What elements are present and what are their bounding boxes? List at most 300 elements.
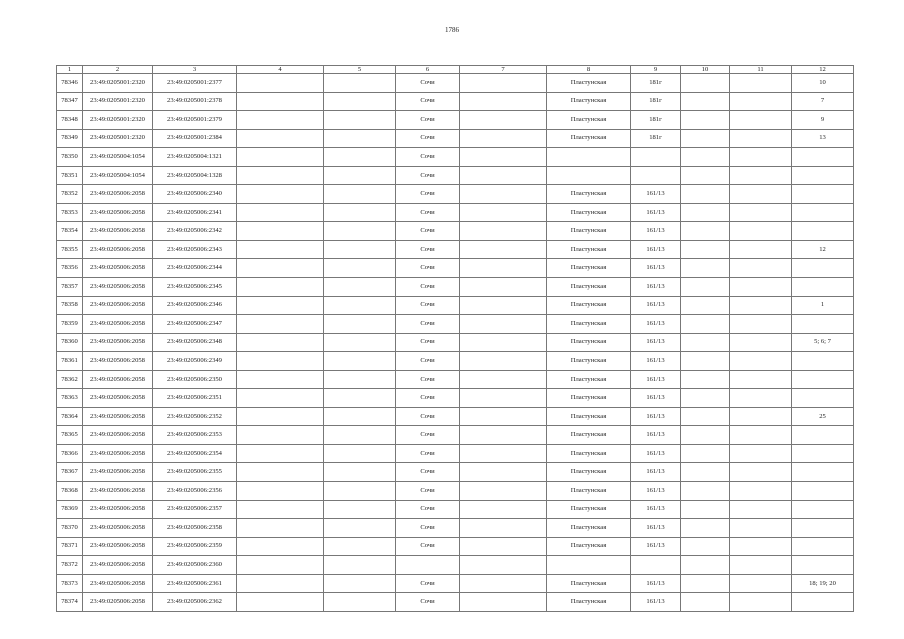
table-cell [792, 426, 854, 445]
column-header: 4 [237, 66, 324, 74]
table-row [57, 370, 854, 389]
table-cell [681, 556, 730, 575]
table-cell [730, 129, 792, 148]
table-cell [681, 74, 730, 93]
table-cell [681, 148, 730, 167]
table-cell [631, 148, 681, 167]
table-cell: 78346 [57, 74, 83, 93]
table-cell [460, 444, 547, 463]
table-cell [237, 389, 324, 408]
table-cell: 78370 [57, 519, 83, 538]
table-cell: Пластунская [547, 129, 631, 148]
table-cell [237, 500, 324, 519]
table-cell: Пластунская [547, 593, 631, 612]
table-row [57, 74, 854, 93]
table-cell [237, 370, 324, 389]
table-cell [730, 407, 792, 426]
table-cell [730, 389, 792, 408]
table-cell [324, 593, 396, 612]
table-cell [324, 519, 396, 538]
table-cell: 161/13 [631, 519, 681, 538]
table-cell: 161/13 [631, 333, 681, 352]
table-cell [730, 444, 792, 463]
table-cell: 23:49:0205006:2058 [83, 444, 153, 463]
table-row [57, 185, 854, 204]
table-cell: 23:49:0205006:2058 [83, 185, 153, 204]
table-cell [324, 500, 396, 519]
table-cell: 78368 [57, 482, 83, 501]
table-row [57, 111, 854, 130]
table-cell: 23:49:0205006:2361 [153, 574, 237, 593]
table-cell: 23:49:0205006:2354 [153, 444, 237, 463]
table-cell [792, 519, 854, 538]
table-cell [681, 593, 730, 612]
table-cell [730, 574, 792, 593]
table-cell [792, 370, 854, 389]
table-cell [681, 185, 730, 204]
table-cell [681, 482, 730, 501]
table-cell: 78357 [57, 278, 83, 297]
table-cell: Сочи [396, 426, 460, 445]
table-cell [792, 166, 854, 185]
table-cell [730, 500, 792, 519]
table-cell: Сочи [396, 519, 460, 538]
table-cell: Пластунская [547, 352, 631, 371]
table-cell: 23:49:0205006:2350 [153, 370, 237, 389]
table-cell [792, 444, 854, 463]
table-cell: 181г [631, 74, 681, 93]
table-cell: Сочи [396, 352, 460, 371]
table-cell [460, 593, 547, 612]
table-cell: Пластунская [547, 444, 631, 463]
table-cell: Пластунская [547, 296, 631, 315]
table-cell: Сочи [396, 389, 460, 408]
table-cell [237, 537, 324, 556]
table-row [57, 166, 854, 185]
table-cell [730, 537, 792, 556]
table-cell: Пластунская [547, 389, 631, 408]
table-cell [460, 259, 547, 278]
table-cell [324, 166, 396, 185]
table-cell [681, 370, 730, 389]
table-cell: Пластунская [547, 185, 631, 204]
table-cell: 23:49:0205006:2347 [153, 315, 237, 334]
table-cell [237, 74, 324, 93]
table-cell: 23:49:0205004:1054 [83, 148, 153, 167]
table-cell [324, 240, 396, 259]
table-cell: 23:49:0205006:2058 [83, 426, 153, 445]
table-row [57, 463, 854, 482]
table-cell: Пластунская [547, 92, 631, 111]
table-cell: 23:49:0205006:2058 [83, 333, 153, 352]
table-cell: 161/13 [631, 537, 681, 556]
table-row [57, 129, 854, 148]
table-cell [792, 482, 854, 501]
table-cell: Сочи [396, 259, 460, 278]
table-cell: 23:49:0205006:2058 [83, 519, 153, 538]
table-cell [792, 278, 854, 297]
table-cell: 23:49:0205006:2058 [83, 574, 153, 593]
table-cell: 78351 [57, 166, 83, 185]
table-cell [792, 352, 854, 371]
table-cell [681, 222, 730, 241]
table-cell: Сочи [396, 537, 460, 556]
table-cell [792, 315, 854, 334]
table-row [57, 296, 854, 315]
table-cell [324, 148, 396, 167]
table-cell: Сочи [396, 240, 460, 259]
table-cell: 23:49:0205006:2058 [83, 352, 153, 371]
table-cell: 23:49:0205006:2341 [153, 203, 237, 222]
table-cell: Сочи [396, 278, 460, 297]
table-cell [324, 574, 396, 593]
table-cell [324, 203, 396, 222]
table-row [57, 444, 854, 463]
table-cell: 78353 [57, 203, 83, 222]
table-cell [324, 315, 396, 334]
table-row [57, 222, 854, 241]
table-cell [730, 222, 792, 241]
table-cell [237, 352, 324, 371]
data-table [56, 65, 854, 612]
table-cell [460, 296, 547, 315]
table-cell [730, 333, 792, 352]
table-cell [730, 482, 792, 501]
table-cell: 78349 [57, 129, 83, 148]
table-cell: Пластунская [547, 463, 631, 482]
table-cell [460, 315, 547, 334]
table-cell: 181г [631, 129, 681, 148]
table-cell: 23:49:0205006:2058 [83, 407, 153, 426]
table-cell: 161/13 [631, 500, 681, 519]
table-cell: 10 [792, 74, 854, 93]
table-cell [547, 148, 631, 167]
table-cell [792, 389, 854, 408]
table-cell: 7 [792, 92, 854, 111]
table-cell: 23:49:0205006:2355 [153, 463, 237, 482]
table-cell [792, 185, 854, 204]
table-cell [324, 352, 396, 371]
table-cell: 161/13 [631, 240, 681, 259]
table-cell [681, 500, 730, 519]
table-cell: 12 [792, 240, 854, 259]
table-cell [237, 593, 324, 612]
table-cell [792, 556, 854, 575]
table-cell: Сочи [396, 148, 460, 167]
table-cell: 78362 [57, 370, 83, 389]
table-cell: 23:49:0205006:2343 [153, 240, 237, 259]
table-cell: 9 [792, 111, 854, 130]
table-cell: 23:49:0205006:2058 [83, 556, 153, 575]
table-cell [681, 92, 730, 111]
table-cell [324, 259, 396, 278]
table-cell: 23:49:0205004:1054 [83, 166, 153, 185]
table-cell [460, 519, 547, 538]
table-cell [237, 129, 324, 148]
table-cell: Сочи [396, 574, 460, 593]
table-cell: 23:49:0205006:2058 [83, 370, 153, 389]
column-header: 6 [396, 66, 460, 74]
table-cell: Сочи [396, 166, 460, 185]
table-cell [460, 482, 547, 501]
table-cell [681, 574, 730, 593]
table-cell: 78358 [57, 296, 83, 315]
table-cell [681, 444, 730, 463]
column-header: 12 [792, 66, 854, 74]
table-cell [324, 296, 396, 315]
table-cell: 78364 [57, 407, 83, 426]
table-cell [460, 203, 547, 222]
table-cell: 161/13 [631, 463, 681, 482]
table-cell: 23:49:0205001:2320 [83, 111, 153, 130]
table-cell: 78372 [57, 556, 83, 575]
table-cell [460, 222, 547, 241]
table-cell: 78360 [57, 333, 83, 352]
table-cell: 23:49:0205006:2362 [153, 593, 237, 612]
table-cell: Пластунская [547, 240, 631, 259]
table-cell: 161/13 [631, 426, 681, 445]
table-cell [681, 111, 730, 130]
table-cell [237, 185, 324, 204]
table-cell [730, 519, 792, 538]
table-cell: 161/13 [631, 185, 681, 204]
table-cell: Пластунская [547, 407, 631, 426]
table-cell: Сочи [396, 92, 460, 111]
table-cell: 161/13 [631, 593, 681, 612]
table-cell: 78352 [57, 185, 83, 204]
table-cell: Пластунская [547, 500, 631, 519]
table-row [57, 148, 854, 167]
table-cell: Пластунская [547, 259, 631, 278]
table-cell [460, 166, 547, 185]
table-row [57, 259, 854, 278]
table-cell [324, 537, 396, 556]
column-header: 1 [57, 66, 83, 74]
table-cell [631, 556, 681, 575]
table-cell [792, 148, 854, 167]
table-cell: 13 [792, 129, 854, 148]
table-cell [730, 240, 792, 259]
table-cell: 23:49:0205006:2058 [83, 203, 153, 222]
table-cell: 78373 [57, 574, 83, 593]
table-cell: Сочи [396, 407, 460, 426]
table-cell [681, 278, 730, 297]
table-row [57, 519, 854, 538]
table-cell [237, 407, 324, 426]
table-cell [730, 426, 792, 445]
column-header: 5 [324, 66, 396, 74]
table-cell: Сочи [396, 74, 460, 93]
table-cell: Пластунская [547, 537, 631, 556]
table-cell: 23:49:0205006:2342 [153, 222, 237, 241]
table-cell [460, 240, 547, 259]
table-cell [730, 259, 792, 278]
table-cell [237, 519, 324, 538]
table-cell: 23:49:0205006:2058 [83, 482, 153, 501]
table-cell [460, 463, 547, 482]
table-cell: 23:49:0205006:2340 [153, 185, 237, 204]
table-cell [460, 352, 547, 371]
table-cell [237, 574, 324, 593]
table-cell [324, 74, 396, 93]
table-cell: 23:49:0205006:2344 [153, 259, 237, 278]
table-cell: 23:49:0205006:2360 [153, 556, 237, 575]
table-cell [324, 278, 396, 297]
table-cell: Пластунская [547, 333, 631, 352]
table-cell [237, 426, 324, 445]
table-cell [681, 537, 730, 556]
table-cell [460, 74, 547, 93]
column-header: 9 [631, 66, 681, 74]
table-cell: 18; 19; 20 [792, 574, 854, 593]
table-cell [460, 111, 547, 130]
table-cell: 78348 [57, 111, 83, 130]
page-number: 1786 [445, 26, 459, 34]
table-cell: 161/13 [631, 352, 681, 371]
table-cell: Сочи [396, 463, 460, 482]
table-cell: 78366 [57, 444, 83, 463]
table-cell: 23:49:0205006:2349 [153, 352, 237, 371]
table-cell: 161/13 [631, 296, 681, 315]
table-cell: 23:49:0205006:2348 [153, 333, 237, 352]
table-cell: 78367 [57, 463, 83, 482]
table-row [57, 482, 854, 501]
table-cell: 23:49:0205001:2377 [153, 74, 237, 93]
table-cell: 23:49:0205006:2352 [153, 407, 237, 426]
table-cell: Пластунская [547, 574, 631, 593]
table-cell [324, 407, 396, 426]
table-cell [792, 463, 854, 482]
header-row [57, 66, 854, 74]
table-cell: 5; 6; 7 [792, 333, 854, 352]
table-cell: Пластунская [547, 111, 631, 130]
table-cell [730, 166, 792, 185]
table-cell [681, 426, 730, 445]
table-cell: 78354 [57, 222, 83, 241]
table-cell [460, 333, 547, 352]
table-row [57, 500, 854, 519]
table-cell [631, 166, 681, 185]
table-cell: 161/13 [631, 574, 681, 593]
table-cell: Сочи [396, 203, 460, 222]
table-cell [237, 482, 324, 501]
table-cell: 78347 [57, 92, 83, 111]
table-cell [792, 537, 854, 556]
table-cell [730, 185, 792, 204]
table-cell [460, 278, 547, 297]
table-cell: Сочи [396, 315, 460, 334]
table-row [57, 574, 854, 593]
table-cell: 23:49:0205006:2058 [83, 593, 153, 612]
table-cell: 78365 [57, 426, 83, 445]
table-cell [237, 240, 324, 259]
table-cell: 23:49:0205006:2359 [153, 537, 237, 556]
table-cell [730, 296, 792, 315]
table-cell: Пластунская [547, 370, 631, 389]
table-cell: 23:49:0205001:2378 [153, 92, 237, 111]
table-cell: 23:49:0205006:2345 [153, 278, 237, 297]
table-cell: 23:49:0205006:2346 [153, 296, 237, 315]
table-cell: 23:49:0205006:2058 [83, 500, 153, 519]
table-cell: 1 [792, 296, 854, 315]
table-cell [547, 166, 631, 185]
table-cell: 23:49:0205006:2356 [153, 482, 237, 501]
table-cell [237, 556, 324, 575]
column-header: 10 [681, 66, 730, 74]
table-cell [396, 556, 460, 575]
table-cell: 23:49:0205006:2058 [83, 278, 153, 297]
table-cell [730, 74, 792, 93]
table-cell: 23:49:0205006:2058 [83, 315, 153, 334]
table-cell [324, 129, 396, 148]
table-cell: 78371 [57, 537, 83, 556]
table-cell: 161/13 [631, 482, 681, 501]
table-cell [730, 370, 792, 389]
table-cell [460, 92, 547, 111]
table-cell: Пластунская [547, 315, 631, 334]
table-cell: Сочи [396, 222, 460, 241]
table-cell [681, 333, 730, 352]
column-header: 3 [153, 66, 237, 74]
table-cell [730, 278, 792, 297]
table-cell: 78361 [57, 352, 83, 371]
table-cell: 23:49:0205006:2358 [153, 519, 237, 538]
table-cell: 161/13 [631, 203, 681, 222]
table-cell [681, 259, 730, 278]
table-cell: 23:49:0205006:2058 [83, 296, 153, 315]
table-cell: 78350 [57, 148, 83, 167]
column-header: 11 [730, 66, 792, 74]
table-cell [730, 315, 792, 334]
table-cell [730, 203, 792, 222]
table-cell: 23:49:0205006:2058 [83, 259, 153, 278]
table-cell [324, 463, 396, 482]
table-cell: Пластунская [547, 74, 631, 93]
table-cell [792, 222, 854, 241]
table-cell [237, 111, 324, 130]
table-cell [237, 259, 324, 278]
table-cell: 161/13 [631, 315, 681, 334]
table-cell [730, 92, 792, 111]
table-cell: 23:49:0205001:2320 [83, 92, 153, 111]
table-cell: Сочи [396, 296, 460, 315]
table-cell: 23:49:0205006:2351 [153, 389, 237, 408]
table-cell [681, 129, 730, 148]
table-row [57, 203, 854, 222]
table-cell: 78356 [57, 259, 83, 278]
table-cell: Сочи [396, 500, 460, 519]
table-cell [681, 407, 730, 426]
table-cell: 78369 [57, 500, 83, 519]
table-cell [324, 370, 396, 389]
table-cell: 23:49:0205006:2058 [83, 537, 153, 556]
table-cell [547, 556, 631, 575]
table-cell [324, 556, 396, 575]
table-cell: Сочи [396, 370, 460, 389]
table-cell: 23:49:0205006:2058 [83, 240, 153, 259]
table-cell [730, 352, 792, 371]
table-cell: 161/13 [631, 259, 681, 278]
table-cell [460, 129, 547, 148]
table-cell: Сочи [396, 185, 460, 204]
table-cell: Пластунская [547, 482, 631, 501]
table-cell [460, 500, 547, 519]
table-cell: 78363 [57, 389, 83, 408]
table-cell [324, 333, 396, 352]
table-cell: 181г [631, 111, 681, 130]
table-cell [324, 111, 396, 130]
column-header: 8 [547, 66, 631, 74]
